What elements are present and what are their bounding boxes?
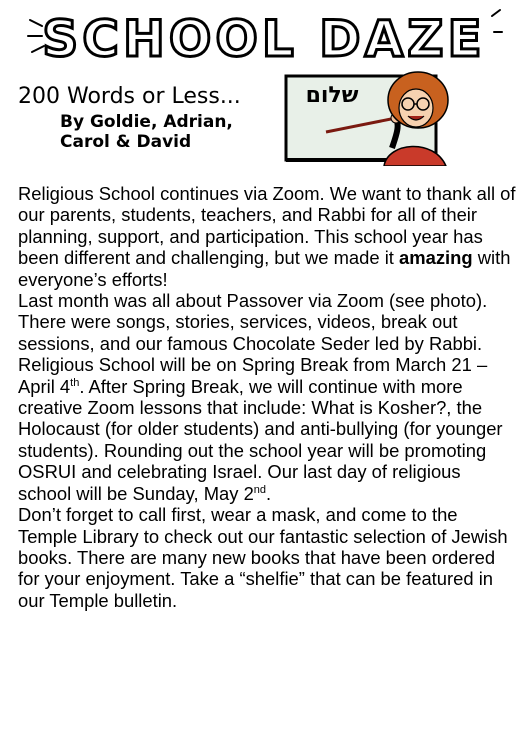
text-segment: . (266, 482, 272, 504)
masthead (24, 2, 504, 72)
article-body (18, 183, 518, 611)
paragraph-library: Don’t forget to call first, wear a mask, and come to the Temple Library to check out our fantastic selection of Jewish books. There are many new books that have been ordered for your enjoyment. Take a “shelfie” that can be featured in our Temple bulletin. (18, 504, 508, 611)
byline: By Goldie, Adrian, Carol & David (60, 112, 233, 152)
paragraph-spring-break (18, 354, 518, 504)
paragraph-intro (18, 183, 518, 290)
ordinal-suffix: th (70, 376, 80, 389)
board-text: שלום (305, 83, 359, 108)
text-segment: . After Spring Break, we will continue with more creative Zoom lessons that include: What is Kosher?, the Holocaust (for older students) and anti-bullying (for younger students). Rounding out the school year will be promoting OSRUI and celebrating Israel. Our last day of religious school will be Sunday, May 2 (18, 375, 503, 504)
teacher-at-chalkboard-icon (284, 66, 454, 166)
ordinal-suffix: nd (253, 483, 267, 496)
text-segment: Religious School continues via Zoom. We want to thank all of our parents, students, teachers, and Rabbi for all of their planning, support, and participation. This school year has been different and challenging, but we made it (18, 183, 516, 269)
header (18, 84, 288, 152)
text-segment: with everyone’s efforts! (18, 247, 511, 290)
masthead-title: SCHOOL DAZE (42, 10, 486, 68)
text-segment: Religious School will be on Spring Break from March 21 – April 4 (18, 354, 488, 397)
subtitle: 200 Words or Less... (18, 84, 241, 109)
paragraph-passover: Last month was all about Passover via Zoom (see photo). There were songs, stories, services, videos, break out sessions, and our famous Chocolate Seder led by Rabbi. (18, 290, 488, 354)
emphasis-text: amazing (399, 247, 473, 269)
teacher-illustration (284, 66, 454, 166)
masthead-logo (24, 2, 504, 72)
